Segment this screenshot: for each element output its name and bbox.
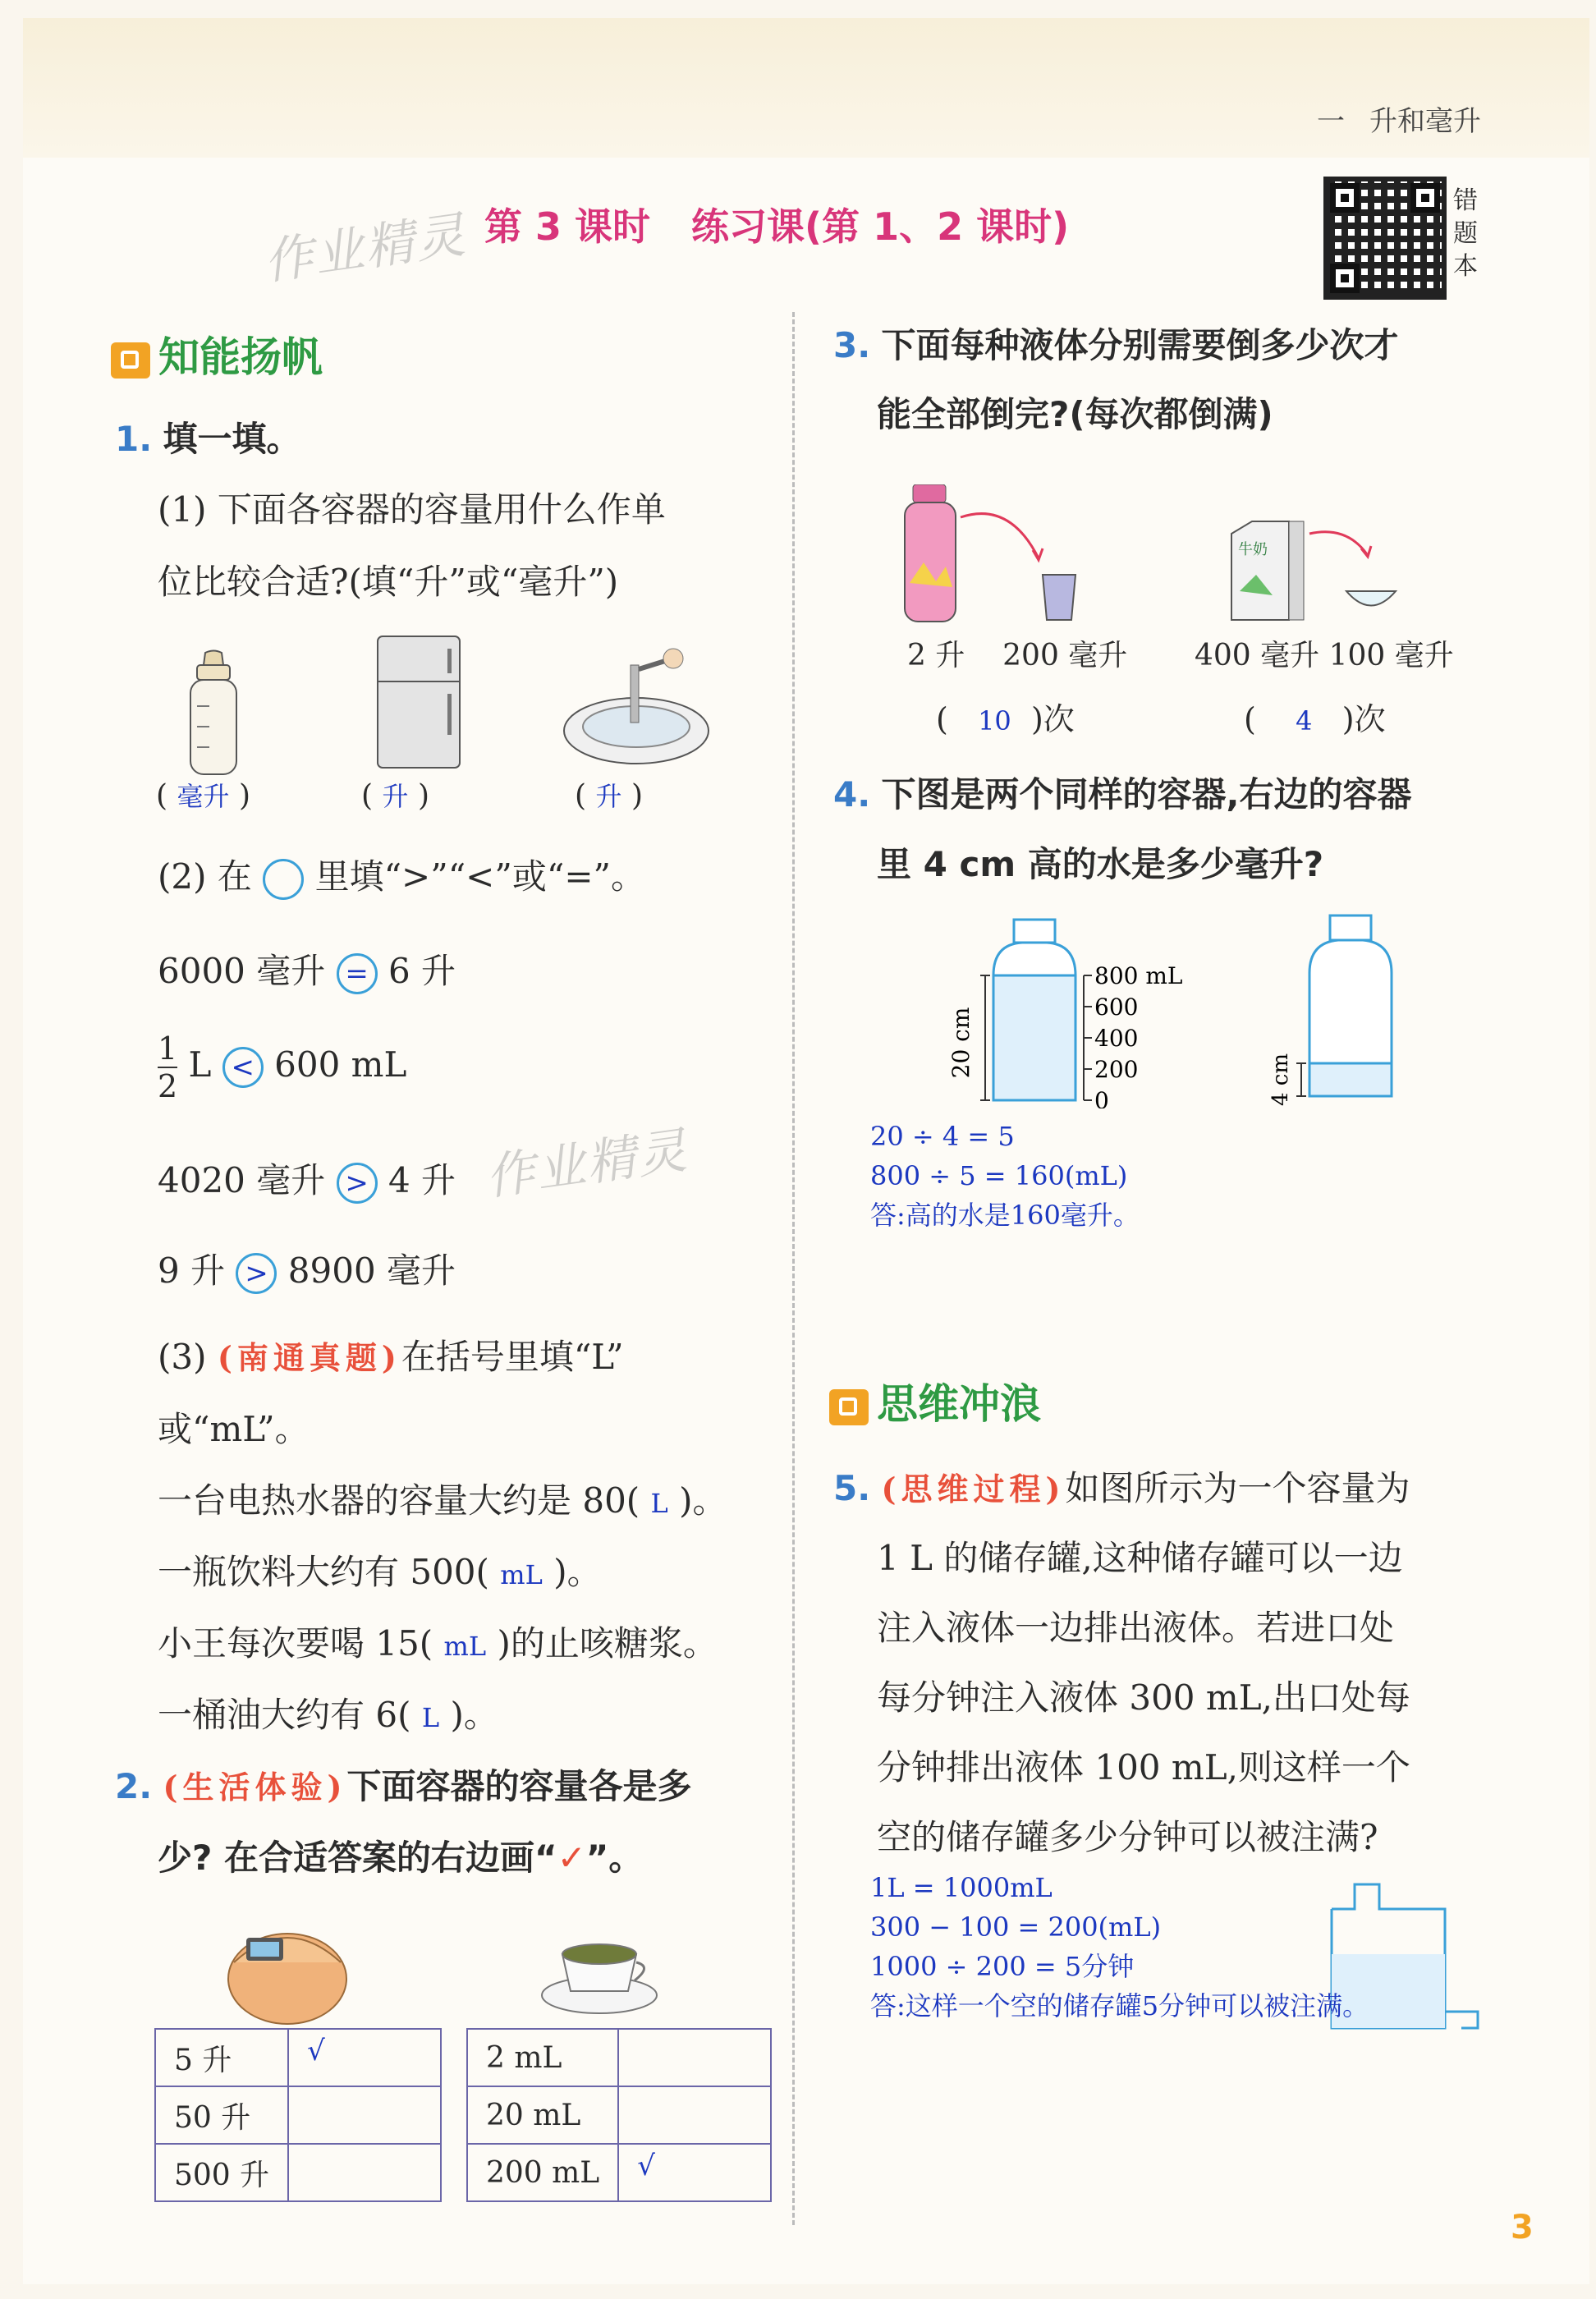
qr-label: 错 题 本 — [1453, 186, 1478, 281]
baby-bottle-icon — [172, 649, 255, 780]
thermos-pour-illustration — [895, 484, 1092, 632]
question-4-line2: 里 4 cm 高的水是多少毫升? — [877, 844, 1324, 884]
section-icon — [111, 342, 150, 379]
comparison-row: $\frac{1}{2}$ L < 600 mL — [158, 1030, 407, 1104]
q5-text-line: 注入液体一边排出液体。若进口处 — [877, 1608, 1395, 1648]
table-row: 200 mL √ — [467, 2144, 771, 2201]
sink-icon — [558, 640, 714, 772]
table-row: 20 mL — [467, 2086, 771, 2144]
container-left-diagram — [944, 911, 1207, 1108]
lesson-title: 第 3 课时 练习课(第 1、2 课时) — [484, 204, 1070, 249]
q1-part3-text: (3) (南通真题)在括号里填“L” — [158, 1337, 624, 1377]
question-2-line2: 少? 在合适答案的右边画“✓”。 — [158, 1838, 644, 1878]
q5-answer: 1L = 1000mL 300 − 100 = 200(mL) 1000 ÷ 200 = 5分钟 答:这样一个空的储存罐5分钟可以被注满。 — [870, 1872, 1369, 2021]
q1-part1-text: (1) 下面各容器的容量用什么作单 — [158, 489, 666, 530]
section-heading: 思维冲浪 — [829, 1371, 1041, 1430]
q1-part3-text: 或“mL”。 — [158, 1409, 310, 1449]
question-3-line2: 能全部倒完?(每次都倒满) — [877, 394, 1273, 434]
page-number: 3 — [1511, 2209, 1534, 2246]
option-table-2 — [466, 2028, 772, 2202]
refrigerator-icon — [369, 632, 468, 772]
rice-cooker-icon — [222, 1905, 353, 2028]
q5-text-line: 1 L 的储存罐,这种储存罐可以一边 — [877, 1538, 1403, 1578]
svg-text:0: 0 — [1094, 1087, 1109, 1108]
column-divider — [792, 312, 795, 2225]
section-heading: 知能扬帆 — [111, 324, 323, 383]
qr-code-icon[interactable] — [1323, 177, 1447, 300]
watermark: 作业精灵 — [482, 1122, 692, 1207]
svg-text:200: 200 — [1094, 1056, 1139, 1083]
section-icon — [829, 1389, 869, 1425]
svg-text:4 cm: 4 cm — [1268, 1053, 1293, 1107]
option-table-1 — [154, 2028, 442, 2202]
q1-answer-row: ( 毫升 ) — [156, 779, 251, 813]
q3-answer-2: ( 4 )次 — [1244, 701, 1386, 737]
q1-part2-text: (2) 在 里填“>”“<”或“=”。 — [158, 850, 645, 900]
svg-text:牛奶: 牛奶 — [1238, 541, 1268, 558]
question-3: 3. 下面每种液体分别需要倒多少次才 — [833, 325, 1399, 365]
fill-blank-row: 一台电热水器的容量大约是 80( L )。 — [158, 1480, 727, 1521]
q3-answer-1: ( 10 )次 — [936, 701, 1075, 737]
question-2: 2. (生活体验)下面容器的容量各是多 — [115, 1766, 692, 1806]
q5-text-line: 空的储存罐多少分钟可以被注满? — [877, 1817, 1378, 1857]
comparison-row: 6000 毫升 = 6 升 — [158, 944, 456, 994]
thermos-label: 2 升 200 毫升 — [907, 639, 1128, 672]
watermark: 作业精灵 — [260, 206, 470, 291]
q1-part1-text: 位比较合适?(填“升”或“毫升”) — [158, 562, 619, 602]
fill-blank-row: 小王每次要喝 15( mL )的止咳糖浆。 — [158, 1623, 718, 1663]
question-1: 1. 填一填。 — [115, 419, 301, 459]
chapter-header: 一 升和毫升 — [1317, 105, 1481, 138]
fill-blank-row: 一瓶饮料大约有 500( mL )。 — [158, 1552, 602, 1592]
question-5: 5. (思维过程)如图所示为一个容量为 — [833, 1468, 1410, 1508]
tea-cup-icon — [538, 1921, 661, 2020]
comparison-row: 9 升 > 8900 毫升 — [158, 1244, 456, 1294]
fill-blank-row: 一桶油大约有 6( L )。 — [158, 1695, 498, 1735]
q5-text-line: 分钟排出液体 100 mL,则这样一个 — [877, 1747, 1410, 1787]
carton-label: 400 毫升 100 毫升 — [1195, 639, 1454, 672]
container-right-diagram — [1264, 911, 1429, 1108]
q1-answer-row: ( 升 ) — [361, 779, 430, 813]
q5-text-line: 每分钟注入液体 300 mL,出口处每 — [877, 1677, 1410, 1718]
table-row: 5 升 √ — [155, 2029, 441, 2086]
table-row: 500 升 — [155, 2144, 441, 2201]
svg-text:800 mL: 800 mL — [1094, 962, 1183, 989]
svg-text:20 cm: 20 cm — [947, 1007, 975, 1079]
milk-carton-pour-illustration — [1223, 517, 1420, 632]
question-4: 4. 下图是两个同样的容器,右边的容器 — [833, 774, 1412, 815]
table-row: 2 mL — [467, 2029, 771, 2086]
q1-answer-row: ( 升 ) — [575, 779, 644, 813]
q4-answer: 20 ÷ 4 = 5 800 ÷ 5 = 160(mL) 答:高的水是160毫升。 — [870, 1121, 1140, 1231]
table-row: 50 升 — [155, 2086, 441, 2144]
svg-text:400: 400 — [1094, 1025, 1139, 1052]
comparison-row: 4020 毫升 > 4 升 — [158, 1154, 456, 1204]
svg-text:600: 600 — [1094, 993, 1139, 1021]
